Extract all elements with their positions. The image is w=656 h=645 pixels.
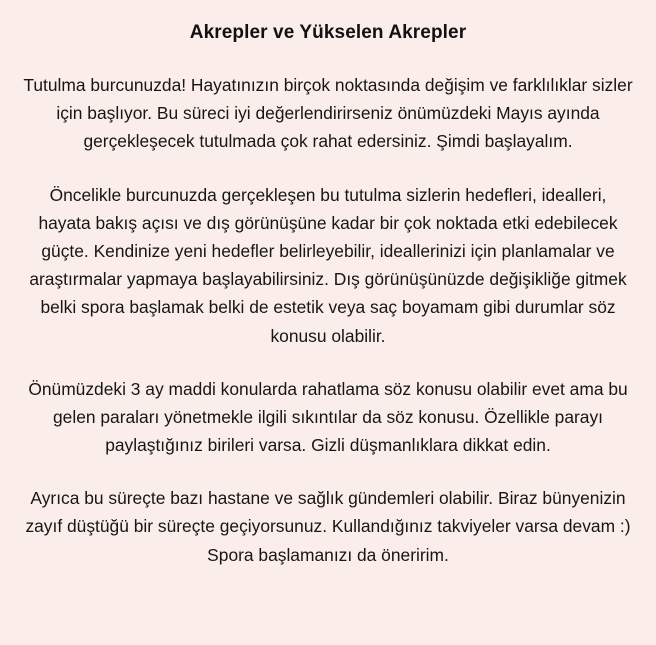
article-body (22, 71, 634, 569)
paragraph-1: Tutulma burcunuzda! Hayatınızın birçok noktasında değişim ve farklılıklar sizler için başlıyor. Bu süreci iyi değerlendirirseniz önümüzdeki Mayıs ayında gerçekleşecek tutulmada çok rahat edersiniz. Şimdi başlayalım. (23, 75, 633, 152)
paragraph-4: Ayrıca bu süreçte bazı hastane ve sağlık gündemleri olabilir. Biraz bünyenizin zayıf düştüğü bir süreçte geçiyorsunuz. Kullandığınız takviyeler varsa devam :) Spora başlamanızı da öneririm. (25, 488, 631, 565)
paragraph-3: Önümüzdeki 3 ay maddi konularda rahatlama söz konusu olabilir evet ama bu gelen paraları yönetmekle ilgili sıkıntılar da söz konusu. Özellikle parayı paylaştığınız birileri varsa. Gizli düşmanlıklara dikkat edin. (28, 378, 628, 456)
paragraph-2: Öncelikle burcunuzda gerçekleşen bu tutulma sizlerin hedefleri, idealleri, hayata bakış açısı ve dış görünüşüne kadar bir çok noktada etki edebilecek güçte. Kendinize yeni hedefler belirleyebilir, ideallerinizi için planlamalar ve araştırmalar yapmaya başlayabilirsiniz. Dış görünüşünüzde değişikliğe gitmek belki spora başlamak belki de estetik veya saç boyamam gibi durumlar söz konusu olabilir. (29, 184, 627, 346)
page-title: Akrepler ve Yükselen Akrepler (189, 22, 467, 43)
